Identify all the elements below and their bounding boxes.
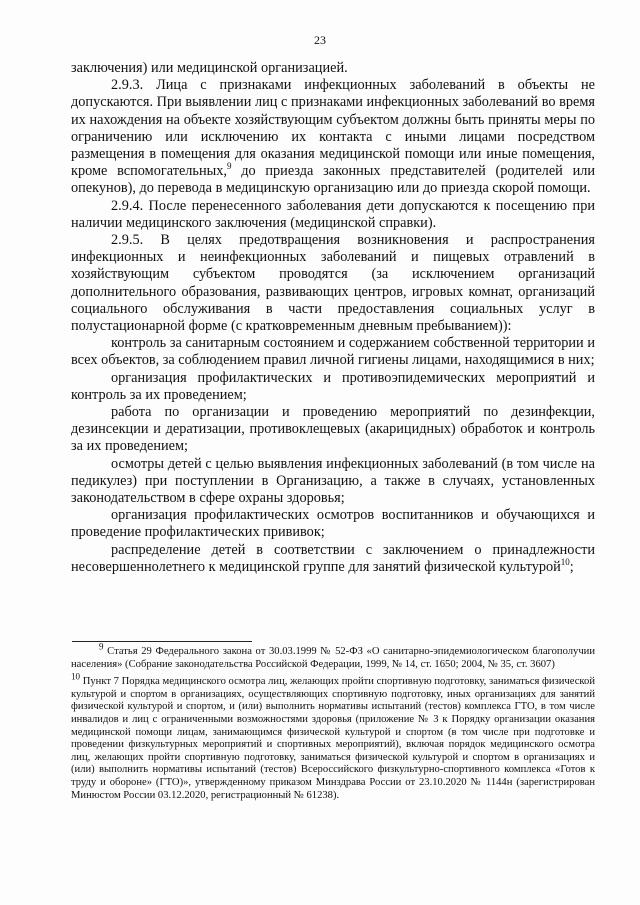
body-text xyxy=(71,60,595,576)
footnote-ref-10: 10 xyxy=(560,557,570,568)
list-item: организация профилактических осмотров воспитанников и обучающихся и проведение профилактических прививок; xyxy=(71,507,595,541)
list-item: организация профилактических и противоэпидемических мероприятий и контроль за их проведением; xyxy=(71,369,595,403)
footnote-marker: 9 xyxy=(99,641,104,652)
footnote-9: $^9$ Статья 29 Федерального закона от 30.03.1999 № 52-ФЗ «О санитарно-эпидемиологическом благополучии населения» (Собрание законодательства Российской Федерации, 1999, № 14, ст. 1650; 2004, № 35, ст. 3607) xyxy=(71,641,595,670)
footnotes xyxy=(71,641,595,802)
footnote-10: $^{10}$ Пункт 7 Порядка медицинского осмотра лиц, желающих пройти спортивную подготовку, заниматься физической культурой и спортом в организациях, осуществляющих спортивную подготовку, иных организациях для занятий физической культурой и спортом, и (или) выполнить нормативы испытаний (тестов) комплекса ГТО, в том числе инвалидов и лиц с ограниченными возможностями здоровья (приложение № 3 к Порядку организации оказания медицинской помощи лицам, занимающимся физической культурой и спортом (в том числе при подготовке и проведении физкультурных мероприятий и спортивных мероприятий), включая порядок медицинского осмотра лиц, желающих пройти спортивную подготовку, заниматься физической культурой и спортом в организациях и (или) выполнить нормативы испытаний (тестов) Всероссийского физкультурно-спортивного комплекса «Готов к труду и обороне» (ГТО)», утвержденному приказом Минздрава России от 23.10.2020 № 1144н (зарегистрирован Минюстом России 03.12.2020, регистрационный № 61238). xyxy=(71,671,595,801)
paragraph: заключения) или медицинской организацией. xyxy=(71,60,348,76)
list-item: работа по организации и проведению мероприятий по дезинфекции, дезинсекции и дератизации, противоклещевых (акарицидных) обработок и контроль за их проведением; xyxy=(71,404,595,455)
list-item: осмотры детей с целью выявления инфекционных заболеваний (в том числе на педикулез) при поступлении в Организацию, а также в случаях, установленных законодательством в сфере охраны здоровья; xyxy=(71,455,595,507)
paragraph-2-9-5: 2.9.5. В целях предотвращения возникновения и распространения инфекционных и неинфекционных заболеваний и пищевых отравлений в хозяйствующим субъектом проводятся (за исключением организаций дополнительного образования, развивающих центров, игровых комнат, организаций социального обслуживания в части предоставления социальных услуг в полустационарной форме (с кратковременным дневным пребыванием)): xyxy=(71,232,595,335)
list-item: распределение детей в соответствии с заключением о принадлежности несовершеннолетнего к медицинской группе для занятий физической культурой$^{10}$; xyxy=(71,541,595,575)
list-item: контроль за санитарным состоянием и содержанием собственной территории и всех объектов, за соблюдением правил личной гигиены лицами, находящимися в них; xyxy=(71,335,595,369)
paragraph-2-9-3: 2.9.3. Лица с признаками инфекционных заболеваний в объекты не допускаются. При выявлении лиц с признаками инфекционных заболеваний во время их нахождения на объекте хозяйствующим субъектом должны быть приняты меры по ограничению или исключению их контакта с иными лицами посредством размещения в помещения для оказания медицинской помощи или иные помещения, кроме вспомогательных,$^9$ до приезда законных представителей (родителей или опекунов), до перевода в медицинскую организацию или до приезда скорой помощи. xyxy=(71,77,596,197)
page-number: 23 xyxy=(314,33,326,47)
footnote-marker: 10 xyxy=(71,671,80,682)
paragraph-2-9-4: 2.9.4. После перенесенного заболевания дети допускаются к посещению при наличии медицинского заключения (медицинской справки). xyxy=(71,197,595,231)
footnote-ref-9: 9 xyxy=(226,161,232,172)
